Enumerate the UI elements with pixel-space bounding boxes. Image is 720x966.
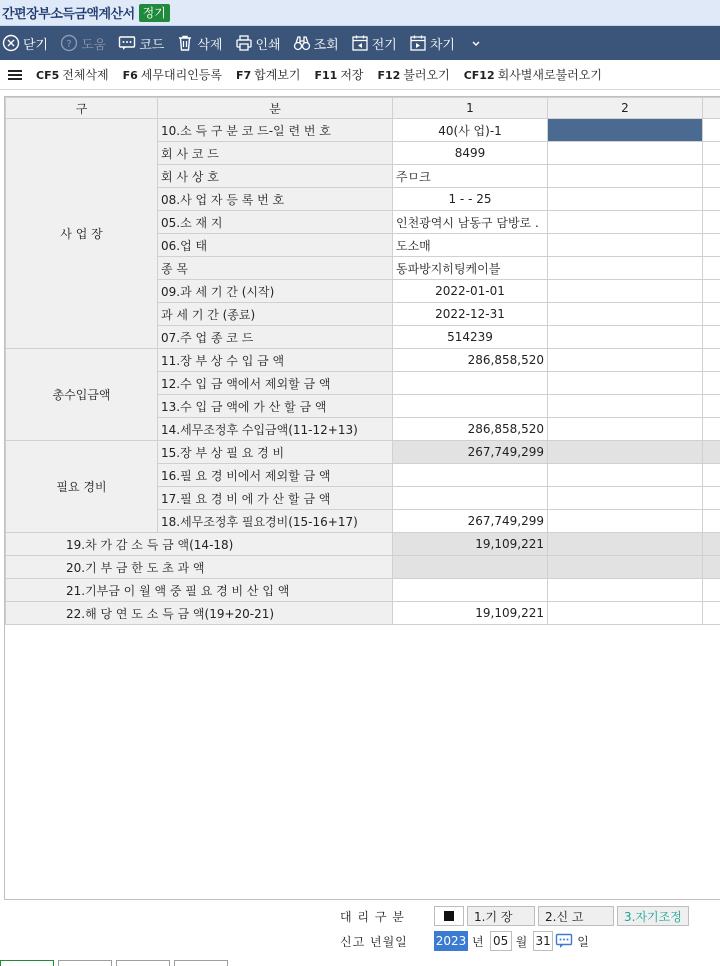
row-label: 06.업 태 bbox=[158, 234, 393, 257]
section-total-income: 총수입금액 bbox=[6, 349, 158, 441]
more-dropdown-button[interactable] bbox=[467, 26, 488, 60]
binoculars-icon bbox=[293, 34, 311, 52]
filing-date-label: 신고 년월일 bbox=[340, 934, 408, 949]
delete-button[interactable]: 삭제 bbox=[176, 26, 222, 60]
agent-type-row bbox=[340, 906, 692, 926]
cell-period-end[interactable]: 2022-12-31 bbox=[393, 303, 548, 326]
table-row bbox=[6, 533, 720, 556]
calendar-picker-icon[interactable] bbox=[555, 932, 573, 950]
fn-tax-agent-register-button[interactable]: F6 세무대리인등록 bbox=[122, 68, 222, 82]
table-row bbox=[6, 556, 720, 579]
row-label: 과 세 기 간 (종료) bbox=[158, 303, 393, 326]
table-row bbox=[6, 349, 720, 372]
code-button[interactable]: 코드 bbox=[118, 26, 164, 60]
row-label: 21.기부금 이 월 액 중 필 요 경 비 산 입 액 bbox=[6, 579, 393, 602]
filing-date-row: 신고 년월일 2023 년 05 월 31 일 bbox=[340, 931, 589, 951]
table-row bbox=[6, 602, 720, 625]
agent-option-filing[interactable]: 2.신 고 bbox=[538, 906, 614, 926]
close-button[interactable]: 닫기 bbox=[2, 26, 48, 60]
cell-book-expense[interactable]: 267,749,299 bbox=[393, 441, 548, 464]
cell-expense-exclude[interactable] bbox=[393, 464, 548, 487]
status-badge: 정기 bbox=[139, 4, 170, 22]
row-label: 10.소 득 구 분 코 드-일 련 번 호 bbox=[158, 119, 393, 142]
header-bun: 분 bbox=[158, 98, 393, 119]
cell-donation-carryover[interactable] bbox=[393, 579, 548, 602]
row-label: 18.세무조정후 필요경비(15-16+17) bbox=[158, 510, 393, 533]
cell-adjusted-expense[interactable]: 267,749,299 bbox=[393, 510, 548, 533]
trash-icon bbox=[176, 34, 194, 52]
cell-adjusted-income[interactable]: 286,858,520 bbox=[393, 418, 548, 441]
cell-income-exclude[interactable] bbox=[393, 372, 548, 395]
cell-selected[interactable] bbox=[548, 119, 703, 142]
calendar-prev-icon bbox=[351, 34, 369, 52]
title-bar bbox=[0, 0, 720, 26]
row-label: 종 목 bbox=[158, 257, 393, 280]
bottom-tab-strip bbox=[0, 960, 720, 966]
cell-income-add[interactable] bbox=[393, 395, 548, 418]
cell-year-income[interactable]: 19,109,221 bbox=[393, 602, 548, 625]
row-label: 13.수 입 금 액에 가 산 할 금 액 bbox=[158, 395, 393, 418]
cell-main-industry-code[interactable]: 514239 bbox=[393, 326, 548, 349]
row-label: 11.장 부 상 수 입 금 액 bbox=[158, 349, 393, 372]
cell-address[interactable]: 인천광역시 남동구 담방로 . bbox=[393, 211, 548, 234]
lookup-button[interactable]: 조회 bbox=[293, 26, 339, 60]
cell-book-income[interactable]: 286,858,520 bbox=[393, 349, 548, 372]
header-col-2: 2 bbox=[548, 98, 703, 119]
fn-save-button[interactable]: F11 저장 bbox=[314, 68, 364, 82]
row-label: 12.수 입 금 액에서 제외할 금 액 bbox=[158, 372, 393, 395]
fn-load-button[interactable]: F12 불러오기 bbox=[377, 68, 450, 82]
calendar-next-icon bbox=[409, 34, 427, 52]
section-expenses: 필요 경비 bbox=[6, 441, 158, 533]
cell-business-reg-no[interactable]: 1 - - 25 bbox=[393, 188, 548, 211]
agent-option-bookkeeping[interactable]: 1.기 장 bbox=[467, 906, 535, 926]
close-circle-icon bbox=[2, 34, 20, 52]
row-label: 07.주 업 종 코 드 bbox=[158, 326, 393, 349]
cell-donation-excess[interactable] bbox=[393, 556, 548, 579]
table-row bbox=[6, 441, 720, 464]
agent-option-self-adjust[interactable]: 3.자기조정 bbox=[617, 906, 689, 926]
code-chat-icon bbox=[118, 34, 136, 52]
toolbar bbox=[0, 26, 720, 60]
cell-income-code[interactable]: 40(사 업)-1 bbox=[393, 119, 548, 142]
footer-panel bbox=[0, 900, 720, 966]
income-statement-grid bbox=[4, 96, 720, 900]
header-col-1: 1 bbox=[393, 98, 548, 119]
row-label: 15.장 부 상 필 요 경 비 bbox=[158, 441, 393, 464]
row-label: 08.사 업 자 등 록 번 호 bbox=[158, 188, 393, 211]
cell-company-code[interactable]: 8499 bbox=[393, 142, 548, 165]
cell-expense-add[interactable] bbox=[393, 487, 548, 510]
row-label: 회 사 상 호 bbox=[158, 165, 393, 188]
header-gu: 구 bbox=[6, 98, 158, 119]
agent-type-input[interactable] bbox=[434, 906, 464, 926]
row-label: 16.필 요 경 비에서 제외할 금 액 bbox=[158, 464, 393, 487]
cell-business-type[interactable]: 도소매 bbox=[393, 234, 548, 257]
row-label: 20.기 부 금 한 도 초 과 액 bbox=[6, 556, 393, 579]
row-label: 19.차 가 감 소 득 금 액(14-18) bbox=[6, 533, 393, 556]
grid-header-row bbox=[6, 98, 720, 119]
fn-delete-all-button[interactable]: CF5 전체삭제 bbox=[36, 68, 109, 82]
tab-2[interactable] bbox=[58, 960, 112, 966]
tab-1[interactable] bbox=[0, 960, 54, 966]
cell-company-name[interactable]: 주ㅁ크 bbox=[393, 165, 548, 188]
row-label: 14.세무조정후 수입금액(11-12+13) bbox=[158, 418, 393, 441]
hamburger-menu-icon[interactable] bbox=[8, 68, 22, 82]
help-button[interactable]: ? 도움 bbox=[60, 26, 106, 60]
cell-net-income[interactable]: 19,109,221 bbox=[393, 533, 548, 556]
function-key-bar bbox=[0, 60, 720, 90]
year-input[interactable]: 2023 bbox=[434, 931, 468, 951]
row-label: 05.소 재 지 bbox=[158, 211, 393, 234]
tab-4[interactable] bbox=[174, 960, 228, 966]
cell-business-item[interactable]: 동파방지히팅케이블 bbox=[393, 257, 548, 280]
table-row bbox=[6, 579, 720, 602]
prev-period-button[interactable]: 전기 bbox=[351, 26, 397, 60]
window-title: 간편장부소득금액계산서 bbox=[2, 7, 135, 22]
cell-period-start[interactable]: 2022-01-01 bbox=[393, 280, 548, 303]
fn-sum-view-button[interactable]: F7 합계보기 bbox=[235, 68, 301, 82]
day-input[interactable]: 31 bbox=[533, 931, 553, 951]
printer-icon bbox=[235, 34, 253, 52]
fn-reload-by-company-button[interactable]: CF12 회사별새로불러오기 bbox=[463, 68, 602, 82]
tab-3[interactable] bbox=[116, 960, 170, 966]
row-label: 17.필 요 경 비 에 가 산 할 금 액 bbox=[158, 487, 393, 510]
row-label: 09.과 세 기 간 (시작) bbox=[158, 280, 393, 303]
table-row bbox=[6, 119, 720, 142]
next-period-button[interactable]: 차기 bbox=[409, 26, 455, 60]
agent-type-label: 대 리 구 분 bbox=[340, 909, 405, 924]
print-button[interactable]: 인쇄 bbox=[235, 26, 281, 60]
svg-text:?: ? bbox=[66, 39, 72, 50]
month-input[interactable]: 05 bbox=[490, 931, 512, 951]
chevron-down-icon bbox=[467, 34, 485, 52]
row-label: 회 사 코 드 bbox=[158, 142, 393, 165]
row-label: 22.해 당 연 도 소 득 금 액(19+20-21) bbox=[6, 602, 393, 625]
question-circle-icon bbox=[60, 34, 78, 52]
section-business: 사 업 장 bbox=[6, 119, 158, 349]
